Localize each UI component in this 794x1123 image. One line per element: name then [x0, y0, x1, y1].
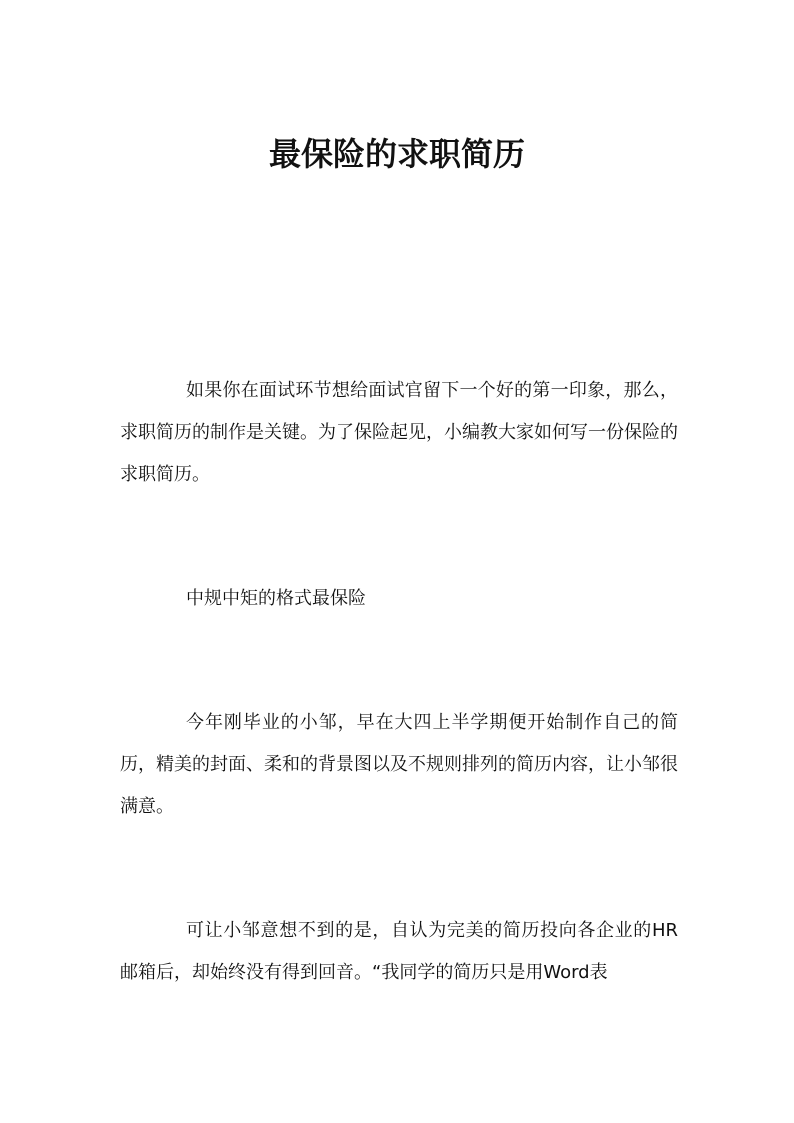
paragraph-story: 今年刚毕业的小邹，早在大四上半学期便开始制作自己的简历，精美的封面、柔和的背景图以及不规则排列的简历内容，让小邹很满意。: [120, 712, 678, 817]
document-title: 最保险的求职简历: [268, 135, 525, 173]
paragraph-outcome: 可让小邹意想不到的是，自认为完美的简历投向各企业的HR邮箱后，却始终没有得到回音。“我同学的简历只是用Word表: [120, 920, 678, 983]
paragraph-intro: 如果你在面试环节想给面试官留下一个好的第一印象，那么，求职简历的制作是关键。为了保险起见，小编教大家如何写一份保险的求职简历。: [120, 380, 678, 485]
section-heading: 中规中矩的格式最保险: [186, 588, 366, 609]
